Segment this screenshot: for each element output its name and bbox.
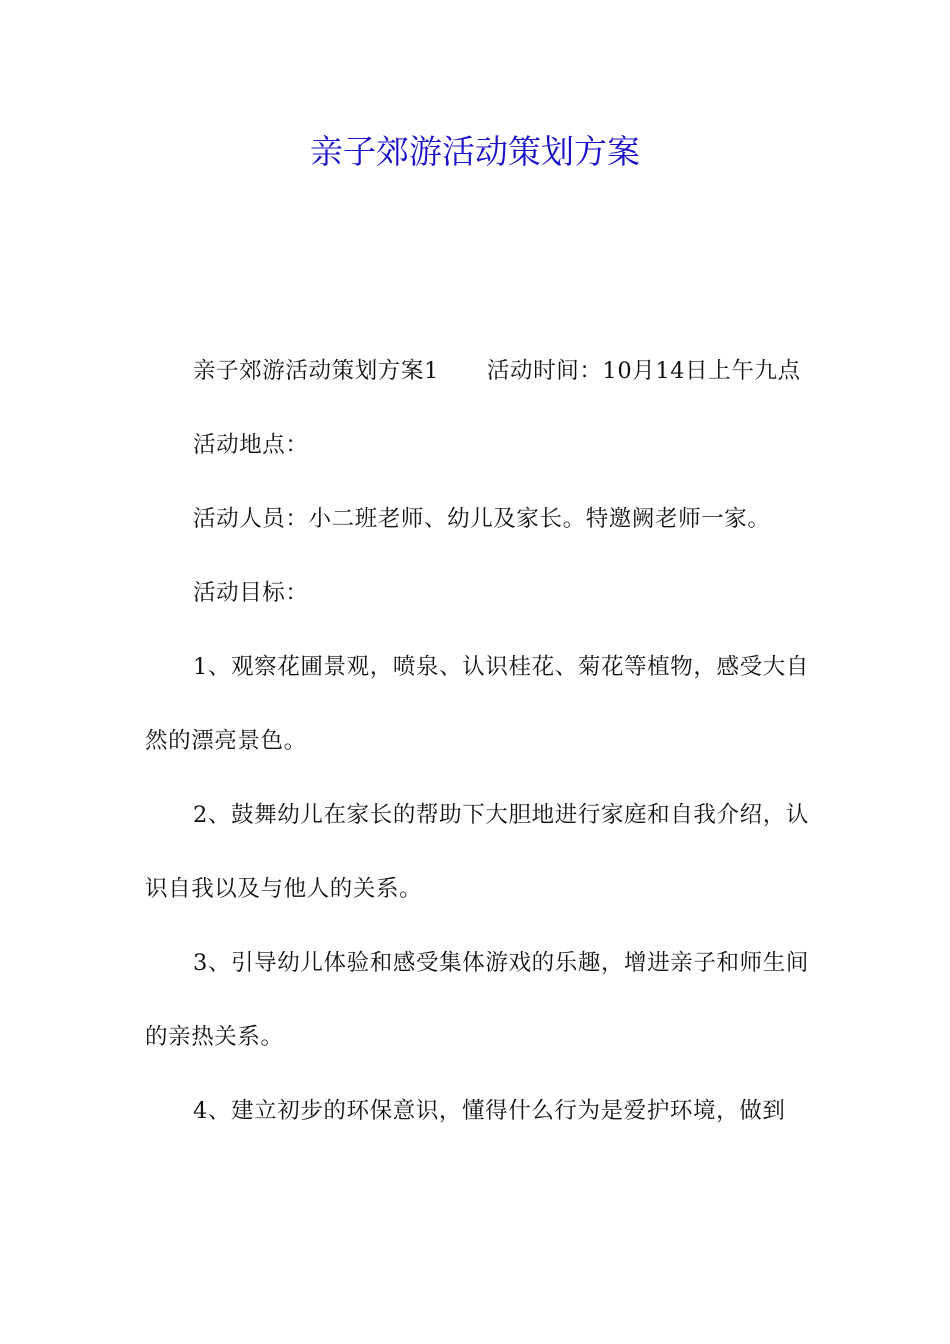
activity-location: 活动地点： (193, 432, 309, 458)
activity-time-text: 活动时间：10月14日上午九点 (486, 358, 801, 384)
goal-item-1: 1、观察花圃景观，喷泉、认识桂花、菊花等植物，感受大自然的漂亮景色。 (145, 654, 809, 754)
section-heading: 亲子郊游活动策划方案1 (193, 358, 439, 384)
activity-participants: 活动人员：小二班老师、幼儿及家长。特邀阙老师一家。 (193, 506, 771, 532)
document-body (145, 334, 809, 1148)
goal-item-4: 4、建立初步的环保意识，懂得什么行为是爱护环境，做到 (193, 1098, 786, 1124)
activity-goals-heading: 活动目标： (193, 580, 309, 606)
document-title: 亲子郊游活动策划方案 (310, 132, 640, 171)
goal-item-3: 3、引导幼儿体验和感受集体游戏的乐趣，增进亲子和师生间的亲热关系。 (145, 950, 809, 1050)
goal-item-2: 2、鼓舞幼儿在家长的帮助下大胆地进行家庭和自我介绍，认识自我以及与他人的关系。 (145, 802, 809, 902)
paragraph-heading-time (145, 334, 809, 408)
